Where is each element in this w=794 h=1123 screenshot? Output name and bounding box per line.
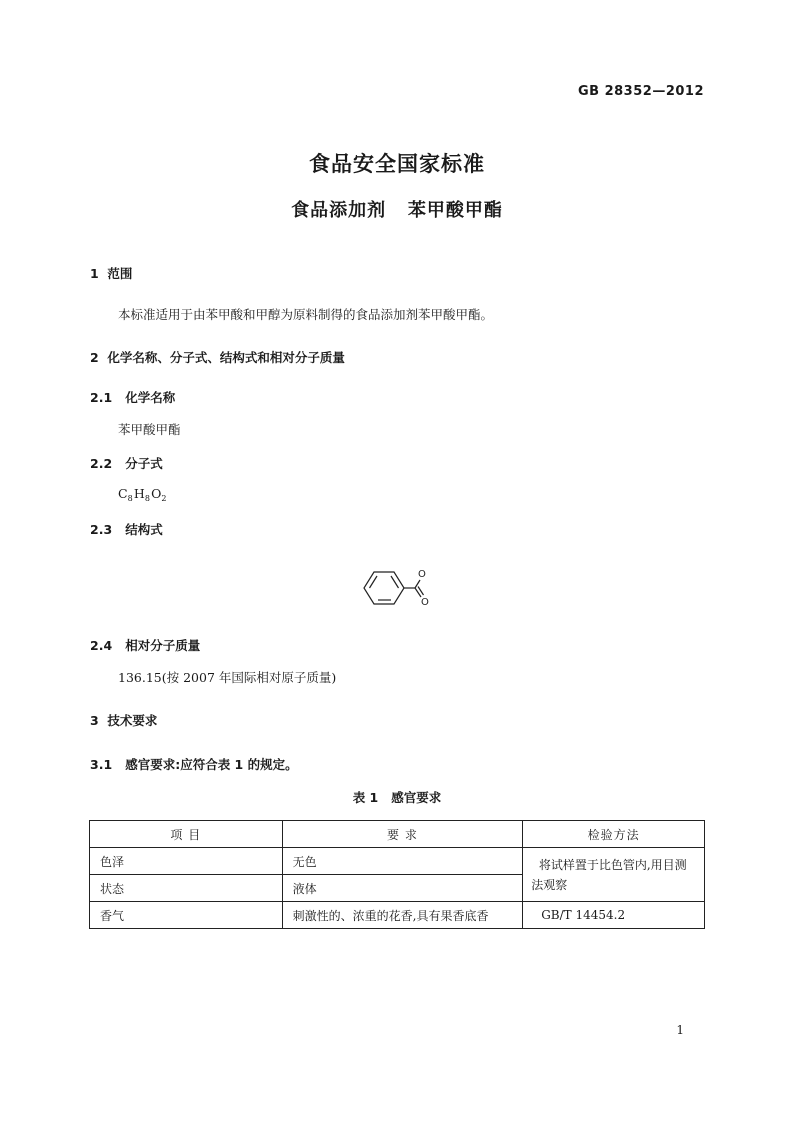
section-2-2-heading: 2.2 分子式: [90, 456, 163, 471]
cell-requirement: 无色: [282, 848, 523, 875]
header-method: 检验方法: [523, 821, 705, 848]
atom-oxygen-carbonyl: O: [421, 597, 429, 608]
cell-method-merged: [523, 848, 705, 902]
cell-item: 状态: [90, 875, 283, 902]
section-1-heading: 1 范围: [90, 266, 133, 281]
cell-method: GB/T 14454.2: [523, 902, 705, 929]
section-2-4-heading: 2.4 相对分子质量: [90, 638, 201, 653]
table-caption: 表 1 感官要求: [352, 790, 442, 805]
molecular-formula: $C_8$ $H_8$ $O_2$: [118, 486, 167, 503]
standard-code: GB 28352—2012: [577, 84, 704, 99]
molecular-mass: 136.15(按 2007 年国际相对原子质量): [118, 670, 337, 685]
cell-item: 香气: [90, 902, 283, 929]
chemical-name: 苯甲酸甲酯: [118, 422, 181, 437]
section-1-body: 本标准适用于由苯甲酸和甲醇为原料制得的食品添加剂苯甲酸甲酯。: [118, 307, 494, 322]
table-row: [90, 902, 705, 929]
page-title: 食品安全国家标准: [309, 152, 485, 176]
page-subtitle: 食品添加剂 苯甲酸甲酯: [291, 200, 503, 221]
sensory-requirements-table: [89, 820, 705, 929]
page-number: 1: [676, 1023, 684, 1037]
atom-oxygen-ester: O: [418, 569, 426, 580]
cell-item: 色泽: [90, 848, 283, 875]
section-2-3-heading: 2.3 结构式: [90, 522, 163, 537]
cell-requirement: 液体: [282, 875, 523, 902]
method-text: 将试样置于比色管内,用目测法观察: [531, 857, 687, 892]
header-requirement: 要 求: [282, 821, 523, 848]
section-2-1-heading: 2.1 化学名称: [90, 390, 176, 405]
section-3-1-heading: 3.1 感官要求:应符合表 1 的规定。: [90, 757, 298, 772]
table-header-row: [90, 821, 705, 848]
cell-requirement: 刺激性的、浓重的花香,具有果香底香: [282, 902, 523, 929]
structural-formula: [360, 566, 440, 612]
section-2-heading: 2 化学名称、分子式、结构式和相对分子质量: [90, 350, 345, 365]
table-row: [90, 848, 705, 875]
section-3-heading: 3 技术要求: [90, 713, 158, 728]
header-item: 项 目: [90, 821, 283, 848]
